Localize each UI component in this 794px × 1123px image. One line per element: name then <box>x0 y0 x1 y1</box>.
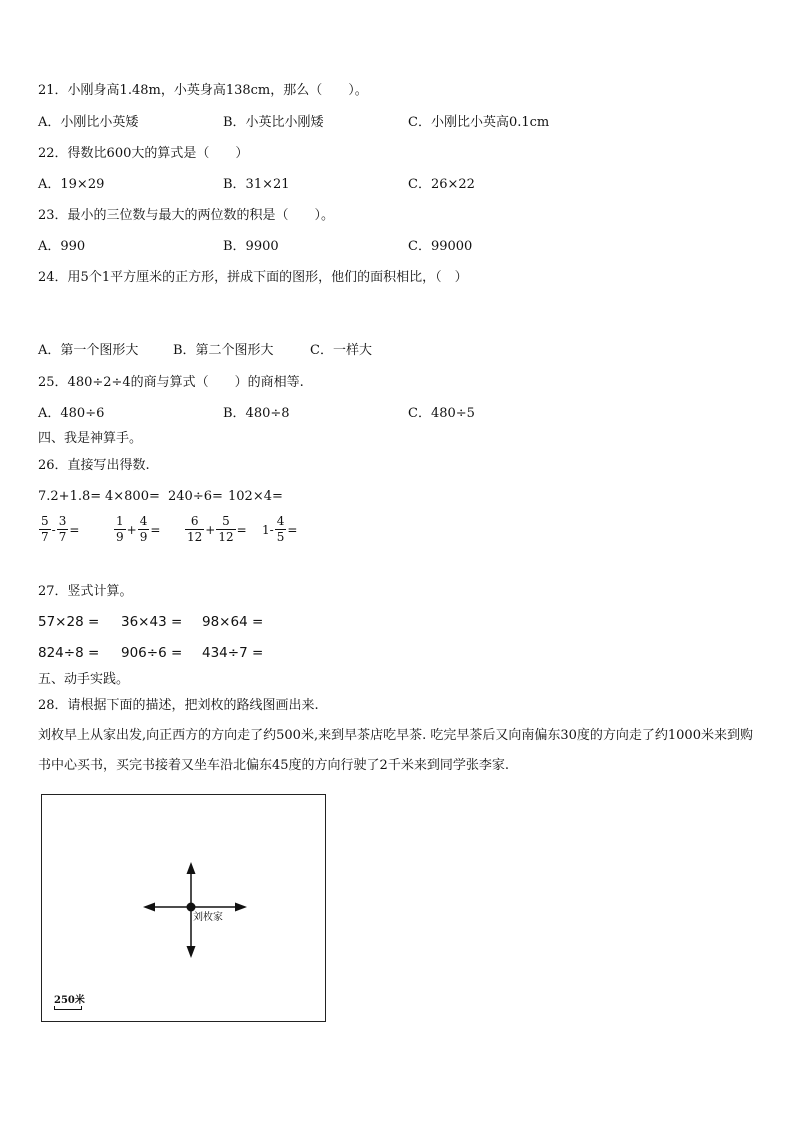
q22-option-b[interactable]: B．31×21 <box>223 177 290 192</box>
q26-calc-3: 240÷6= <box>168 489 223 504</box>
q24-option-c[interactable]: C．一样大 <box>310 343 372 358</box>
q24-stem: 24．用5个1平方厘米的正方形，拼成下面的图形，他们的面积相比，（ ） <box>38 270 468 285</box>
q21-option-c[interactable]: C．小刚比小英高0.1cm <box>408 115 550 130</box>
q27-calc-4: 824÷8 = <box>38 645 100 661</box>
q25-option-b[interactable]: B．480÷8 <box>223 406 290 421</box>
q26-fraction-expr-2: $\frac{1}{9}$ + $\frac{4}{9}$ = <box>116 514 161 544</box>
fraction: $\frac{5}{12}$ <box>218 514 234 544</box>
q23-option-c[interactable]: C．99000 <box>408 239 473 254</box>
q25-option-a[interactable]: A．480÷6 <box>38 406 105 421</box>
q22-option-a[interactable]: A．19×29 <box>38 177 105 192</box>
fraction: $\frac{4}{5}$ <box>276 514 285 544</box>
q24-options <box>38 342 598 360</box>
home-label: 刘枚家 <box>193 912 223 923</box>
q26-calc-1: 7.2+1.8= <box>38 489 102 504</box>
q27-row1 <box>38 612 338 632</box>
q28-description: 刘枚早上从家出发,向正西方的方向走了约500米,来到早茶店吃早茶. 吃完早茶后又向南偏东30度的方向走了约1000米来到购书中心买书，买完书接着又坐车沿北偏东45度的方向行驶了2千米来到同学张李家. <box>38 728 753 773</box>
q21-options <box>38 114 598 132</box>
q27-row2 <box>38 643 338 663</box>
route-map[interactable] <box>41 794 326 1022</box>
fraction: $\frac{6}{12}$ <box>187 514 203 544</box>
q27-calc-6: 434÷7 = <box>202 645 264 661</box>
fraction: $\frac{1}{9}$ <box>116 514 124 544</box>
q28-stem: 28．请根据下面的描述，把刘枚的路线图画出来. <box>38 698 319 713</box>
q26-fraction-expr-1: $\frac{5}{7}$ - $\frac{3}{7}$ = <box>41 514 80 544</box>
q24-option-b[interactable]: B．第二个图形大 <box>173 343 274 358</box>
q26-stem: 26．直接写出得数. <box>38 458 150 473</box>
q21-option-a[interactable]: A．小刚比小英矮 <box>38 115 139 130</box>
q23-options <box>38 238 598 256</box>
q26-fraction-expr-3: $\frac{6}{12}$ + $\frac{5}{12}$ = <box>187 514 247 544</box>
fraction: $\frac{3}{7}$ <box>58 514 67 544</box>
scale-label: 250米 <box>54 995 85 1006</box>
q24-option-a[interactable]: A．第一个图形大 <box>38 343 139 358</box>
q27-calc-3: 98×64 = <box>202 614 264 630</box>
q26-calc-4: 102×4= <box>228 489 283 504</box>
q26-row1 <box>38 487 338 507</box>
q22-stem: 22．得数比600大的算式是（ ） <box>38 146 249 161</box>
q23-option-b[interactable]: B．9900 <box>223 239 279 254</box>
section-5-heading: 五、动手实践。 <box>38 672 130 687</box>
q27-calc-5: 906÷6 = <box>121 645 183 661</box>
q26-calc-2: 4×800= <box>105 489 160 504</box>
q21-option-b[interactable]: B．小英比小刚矮 <box>223 115 324 130</box>
scale-bar <box>54 1006 82 1010</box>
q22-option-c[interactable]: C．26×22 <box>408 177 475 192</box>
compass-cross <box>42 795 327 1023</box>
q27-stem: 27．竖式计算。 <box>38 584 133 599</box>
q27-calc-1: 57×28 = <box>38 614 100 630</box>
q26-fraction-expr-4: 1- $\frac{4}{5}$ = <box>262 514 298 544</box>
q23-option-a[interactable]: A．990 <box>38 239 86 254</box>
q25-option-c[interactable]: C．480÷5 <box>408 406 475 421</box>
q25-stem: 25．480÷2÷4的商与算式（ ）的商相等. <box>38 375 304 390</box>
q21-stem: 21．小刚身高1.48m，小英身高138cm，那么（ ）。 <box>38 83 368 98</box>
section-4-heading: 四、我是神算手。 <box>38 431 143 446</box>
fraction: $\frac{5}{7}$ <box>41 514 49 544</box>
fraction: $\frac{4}{9}$ <box>139 514 148 544</box>
q22-options <box>38 176 598 194</box>
q27-calc-2: 36×43 = <box>121 614 183 630</box>
q25-options <box>38 405 598 423</box>
q23-stem: 23．最小的三位数与最大的两位数的积是（ ）。 <box>38 208 335 223</box>
